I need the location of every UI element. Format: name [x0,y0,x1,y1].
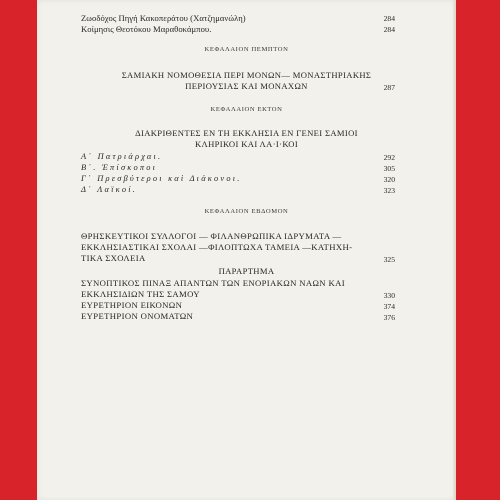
appendix-entry-page: 376 [383,313,395,322]
toc-entry-text: Ζωοδόχος Πηγή Κακοπεράτου (Χατζημανώλη) [81,13,246,23]
appendix-entry-page: 330 [383,291,395,300]
appendix-entry-line: ΕΥΡΕΤΗΡΙΟΝ ΟΝΟΜΑΤΩΝ [81,311,194,321]
toc-entry-page: 284 [383,25,395,34]
chapter-title-line: ΤΙΚΑ ΣΧΟΛΕΙΑ [81,253,146,263]
chapter-heading: ΚΕΦΑΛΑΙΟΝ ΕΒΔΟΜΟΝ [204,208,289,215]
toc-item-page: 323 [383,186,395,195]
chapter-page: 325 [383,255,395,264]
appendix-entry-line: ΕΚΚΛΗΣΙΔΙΩΝ ΤΗΣ ΣΑΜΟΥ [81,289,200,299]
chapter-title-line: ΚΛΗΡΙΚΟΙ ΚΑΙ ΛΑ·Ι·ΚΟΙ [194,139,299,149]
chapter-title-line: ΣΑΜΙΑΚΗ ΝΟΜΟΘΕΣΙΑ ΠΕΡΙ ΜΟΝΩΝ— ΜΟΝΑΣΤΗΡΙΑΚΗΣ [121,70,372,80]
appendix-entry-line: ΕΥΡΕΤΗΡΙΟΝ ΕΙΚΟΝΩΝ [81,300,183,310]
appendix-heading: ΠΑΡΑΡΤΗΜΑ [218,266,275,276]
appendix-entry-line: ΣΥΝΟΠΤΙΚΟΣ ΠΙΝΑΞ ΑΠΑΝΤΩΝ ΤΩΝ ΕΝΟΡΙΑΚΩΝ ΝΑΩΝ ΚΑΙ [81,278,345,288]
book-page [37,0,456,500]
toc-item-page: 305 [383,164,395,173]
toc-item-text: Α΄ Πατριάρχαι. [81,152,163,161]
toc-item-page: 292 [383,153,395,162]
chapter-page: 287 [383,83,395,92]
toc-item-text: Γ΄ Πρεσβύτεροι καὶ Διάκονοι. [81,174,242,183]
toc-item-text: Β΄. Ἐπίσκοποι [81,163,158,172]
chapter-title-line: ΕΚΚΛΗΣΙΑΣΤΙΚΑΙ ΣΧΟΛΑΙ —ΦΙΛΟΠΤΩΧΑ ΤΑΜΕΙΑ —ΚΑΤΗΧΗ- [81,242,353,252]
toc-entry-page: 284 [383,14,395,23]
toc-entry-text: Κοίμησις Θεοτόκου Μαραθοκάμπου. [81,24,212,34]
appendix-entry-page: 374 [383,302,395,311]
chapter-title-line: ΔΙΑΚΡΙΘΕΝΤΕΣ ΕΝ ΤΗ ΕΚΚΛΗΣΙΑ ΕΝ ΓΕΝΕΙ ΣΑΜΙΟΙ [135,128,358,138]
chapter-title-line: ΘΡΗΣΚΕΥΤΙΚΟΙ ΣΥΛΛΟΓΟΙ — ΦΙΛΑΝΘΡΩΠΙΚΑ ΙΔΡΥΜΑΤΑ — [81,231,342,241]
chapter-heading: ΚΕΦΑΛΑΙΟΝ ΠΕΜΠΤΟΝ [204,46,289,53]
chapter-title-line: ΠΕΡΙΟΥΣΙΑΣ ΚΑΙ ΜΟΝΑΧΩΝ [185,81,308,91]
toc-item-page: 320 [383,175,395,184]
chapter-heading: ΚΕΦΑΛΑΙΟΝ ΕΚΤΟΝ [210,106,283,113]
toc-item-text: Δ΄ Λαϊκοί. [81,185,138,194]
